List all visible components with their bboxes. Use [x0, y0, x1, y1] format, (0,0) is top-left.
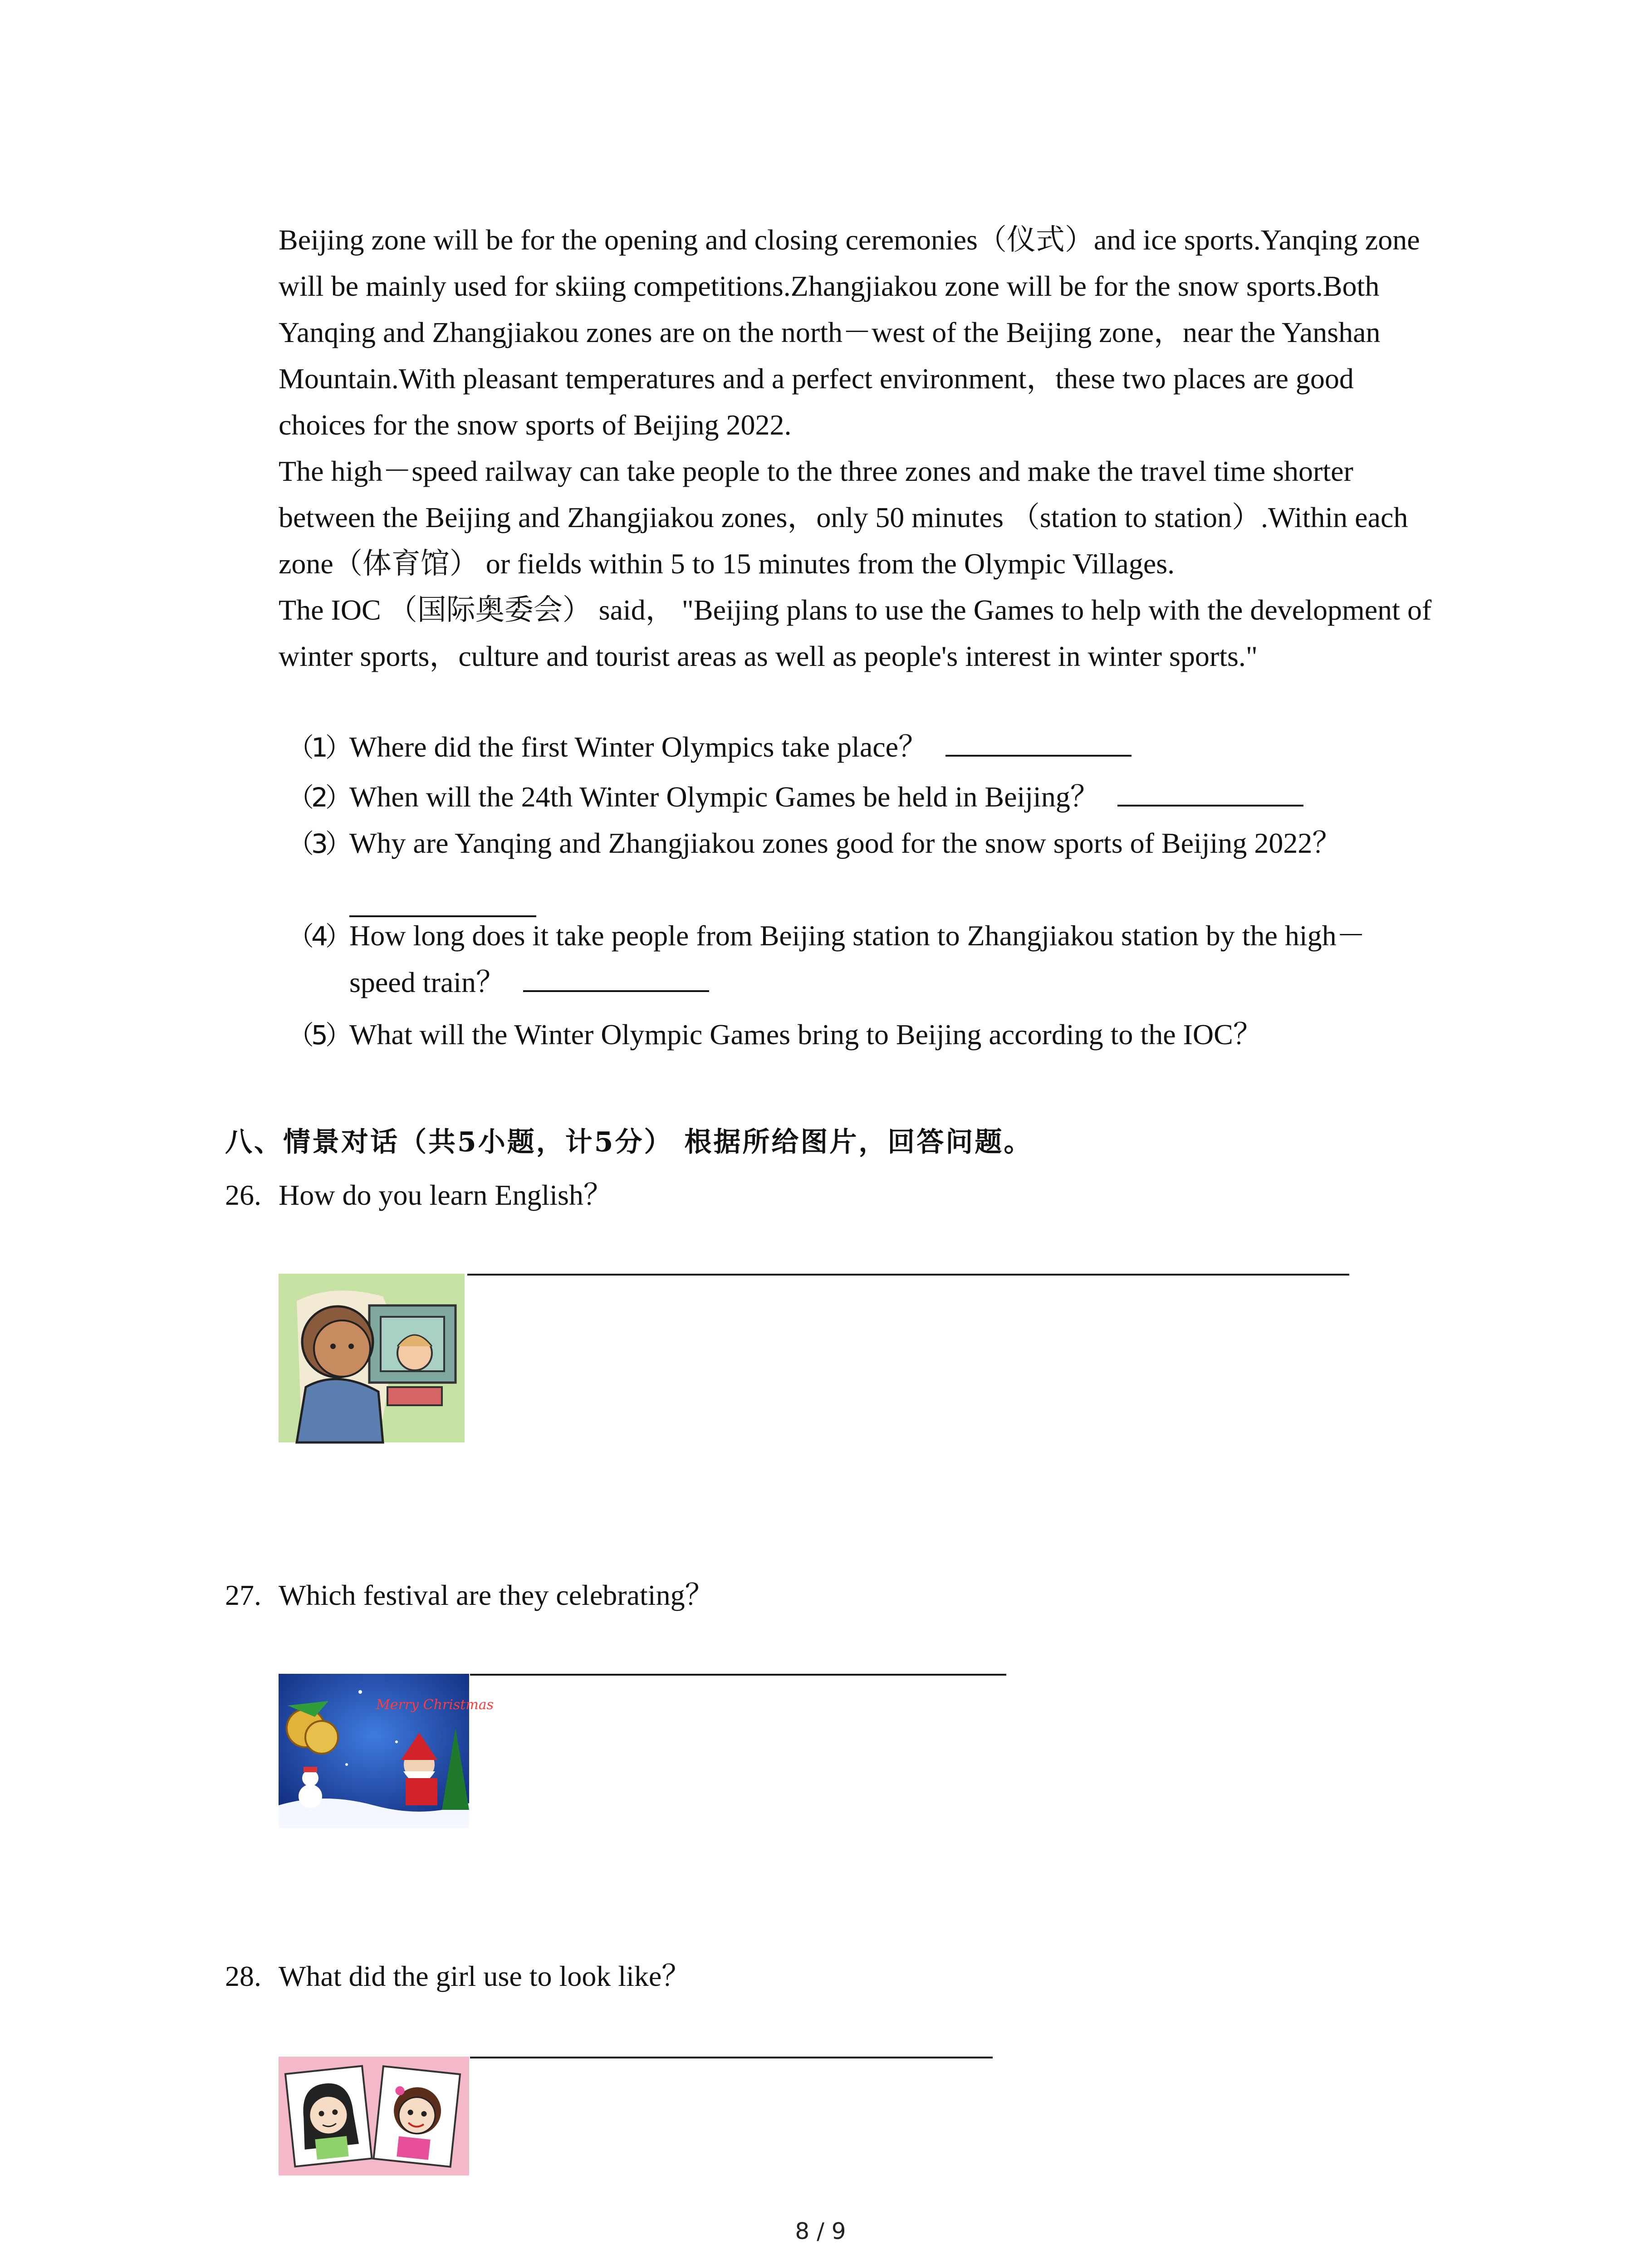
subquestion-number: （5）: [288, 1020, 349, 1051]
question-27: [225, 1572, 714, 1618]
girl-before-after-illustration: [279, 2057, 469, 2175]
christmas-picture: [279, 1674, 494, 1828]
subquestion-text: What will the Winter Olympic Games bring to Beijing according to the IOC？: [349, 1018, 1262, 1051]
question-text: How do you learn English？: [279, 1179, 612, 1211]
girl-before-after-picture: [279, 2057, 469, 2175]
christmas-greeting-text: Merry Christmas: [376, 1697, 494, 1713]
subquestion-text: Where did the first Winter Olympics take place？: [349, 731, 928, 763]
answer-blank[interactable]: [1117, 805, 1303, 807]
subquestion-4: [288, 913, 1366, 1006]
section-heading: 八、情景对话（共5小题，计5分） 根据所给图片，回答问题。: [225, 1126, 1033, 1158]
subquestion-text: Why are Yanqing and Zhangjiakou zones good for the snow sports of Beijing 2022？: [349, 827, 1342, 859]
subquestion-number: （1）: [288, 732, 349, 763]
christmas-illustration: [279, 1674, 494, 1828]
student-computer-picture: [279, 1274, 465, 1442]
answer-blank[interactable]: [523, 990, 709, 992]
question-number: 26.: [225, 1179, 261, 1211]
passage-paragraph-1: Beijing zone will be for the opening and closing ceremonies（仪式）and ice sports.Yanqing zone will be mainly used for skiing competitions.Zhangjiakou zone will be for the snow sports.Both Yanqing and Zhangjiakou zones are on the north－west of the Beijing zone，near the Yanshan Mountain.With pleasant temperatures and a perfect environment，these two places are good choices for the snow sports of Beijing 2022.: [279, 224, 1420, 441]
answer-blank[interactable]: [945, 755, 1132, 757]
question-text: What did the girl use to look like？: [279, 1960, 691, 1992]
subquestion-text: How long does it take people from Beijing station to Zhangjiakou station by the high－: [349, 919, 1366, 952]
subquestion-3: [288, 820, 1341, 867]
question-number: 27.: [225, 1579, 261, 1611]
subquestion-text: When will the 24th Winter Olympic Games be held in Beijing？: [349, 781, 1099, 813]
student-computer-illustration: [279, 1274, 465, 1442]
question-26: [225, 1172, 612, 1218]
answer-line[interactable]: [470, 1674, 1006, 1676]
question-number: 28.: [225, 1960, 261, 1992]
subquestion-number: （3）: [288, 828, 349, 859]
subquestion-text-continued: speed train？: [349, 966, 505, 998]
reading-passage: [279, 217, 1440, 679]
passage-paragraph-2: The high－speed railway can take people to the three zones and make the travel time shorter between the Beijing and Zhangjiakou zones，only 50 minutes （station to station）.Within each zone（体育馆） or fields within 5 to 15 minutes from the Olympic Villages.: [279, 455, 1408, 580]
subquestion-2: [288, 774, 1303, 821]
page-number: 8 / 9: [795, 2218, 846, 2244]
subquestion-number: （4）: [288, 921, 349, 952]
subquestion-1: [288, 724, 1132, 771]
subquestion-5: [288, 1012, 1262, 1058]
answer-line[interactable]: [467, 1274, 1349, 1276]
answer-line[interactable]: [470, 2057, 993, 2058]
subquestion-number: （2）: [288, 782, 349, 813]
question-28: [225, 1953, 691, 1999]
question-text: Which festival are they celebrating？: [279, 1579, 714, 1611]
passage-paragraph-3: The IOC （国际奥委会） said， "Beijing plans to use the Games to help with the development of winter sports，culture and tourist areas as well as people's interest in winter sports.": [279, 594, 1432, 672]
